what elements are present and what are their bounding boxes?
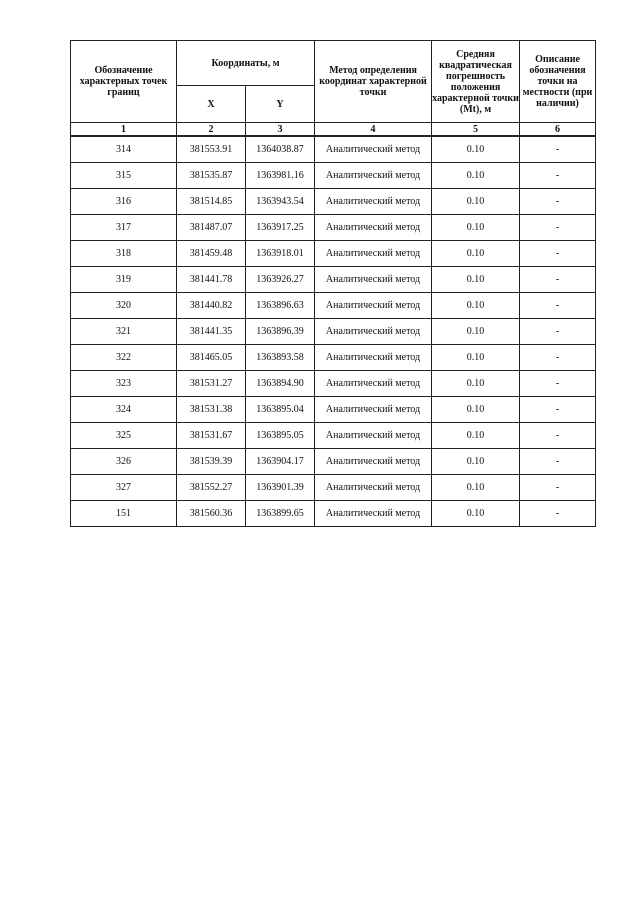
cell-y: 1363918.01 [246, 241, 315, 267]
cell-description: - [520, 293, 596, 319]
cell-x: 381552.27 [177, 475, 246, 501]
cell-point: 315 [71, 163, 177, 189]
cell-method: Аналитический метод [315, 293, 432, 319]
header-x: X [177, 86, 246, 123]
cell-y: 1363895.05 [246, 423, 315, 449]
cell-y: 1363894.90 [246, 371, 315, 397]
cell-error: 0.10 [432, 189, 520, 215]
table-row [71, 371, 596, 397]
cell-y: 1363895.04 [246, 397, 315, 423]
cell-method: Аналитический метод [315, 371, 432, 397]
cell-description: - [520, 319, 596, 345]
cell-y: 1363901.39 [246, 475, 315, 501]
cell-x: 381531.67 [177, 423, 246, 449]
cell-x: 381441.35 [177, 319, 246, 345]
cell-y: 1363896.39 [246, 319, 315, 345]
cell-error: 0.10 [432, 475, 520, 501]
cell-point: 318 [71, 241, 177, 267]
cell-point: 323 [71, 371, 177, 397]
cell-method: Аналитический метод [315, 345, 432, 371]
cell-y: 1363896.63 [246, 293, 315, 319]
cell-method: Аналитический метод [315, 397, 432, 423]
cell-description: - [520, 267, 596, 293]
cell-x: 381440.82 [177, 293, 246, 319]
cell-method: Аналитический метод [315, 423, 432, 449]
cell-x: 381560.36 [177, 501, 246, 527]
cell-error: 0.10 [432, 136, 520, 163]
cell-description: - [520, 423, 596, 449]
cell-y: 1363893.58 [246, 345, 315, 371]
table-row [71, 136, 596, 163]
cell-point: 326 [71, 449, 177, 475]
cell-point: 319 [71, 267, 177, 293]
cell-method: Аналитический метод [315, 475, 432, 501]
column-number: 4 [315, 123, 432, 137]
table-row [71, 163, 596, 189]
cell-point: 321 [71, 319, 177, 345]
cell-method: Аналитический метод [315, 319, 432, 345]
cell-x: 381553.91 [177, 136, 246, 163]
table-row [71, 475, 596, 501]
cell-point: 151 [71, 501, 177, 527]
cell-point: 322 [71, 345, 177, 371]
cell-error: 0.10 [432, 397, 520, 423]
cell-point: 324 [71, 397, 177, 423]
cell-x: 381465.05 [177, 345, 246, 371]
cell-error: 0.10 [432, 267, 520, 293]
cell-x: 381531.38 [177, 397, 246, 423]
header-error: Средняя квадратическая погрешность положения характерной точки (Mt), м [432, 41, 520, 123]
cell-method: Аналитический метод [315, 163, 432, 189]
table-row [71, 267, 596, 293]
cell-method: Аналитический метод [315, 136, 432, 163]
cell-y: 1363943.54 [246, 189, 315, 215]
cell-method: Аналитический метод [315, 189, 432, 215]
column-number: 2 [177, 123, 246, 137]
cell-y: 1363917.25 [246, 215, 315, 241]
table-row [71, 319, 596, 345]
cell-y: 1363981.16 [246, 163, 315, 189]
header-coordinates: Координаты, м [177, 41, 315, 86]
cell-y: 1363926.27 [246, 267, 315, 293]
header-point: Обозначение характерных точек границ [71, 41, 177, 123]
column-number: 1 [71, 123, 177, 137]
cell-x: 381459.48 [177, 241, 246, 267]
cell-description: - [520, 189, 596, 215]
cell-description: - [520, 475, 596, 501]
cell-error: 0.10 [432, 423, 520, 449]
header-method: Метод определения координат характерной точки [315, 41, 432, 123]
cell-description: - [520, 397, 596, 423]
cell-error: 0.10 [432, 319, 520, 345]
cell-description: - [520, 371, 596, 397]
header-description: Описание обозначения точки на местности (при наличии) [520, 41, 596, 123]
table-row [71, 423, 596, 449]
coordinates-table [70, 40, 596, 527]
cell-point: 316 [71, 189, 177, 215]
table-row [71, 293, 596, 319]
cell-error: 0.10 [432, 345, 520, 371]
table-row [71, 241, 596, 267]
cell-point: 327 [71, 475, 177, 501]
cell-method: Аналитический метод [315, 241, 432, 267]
cell-error: 0.10 [432, 501, 520, 527]
cell-y: 1363904.17 [246, 449, 315, 475]
cell-point: 317 [71, 215, 177, 241]
column-number: 3 [246, 123, 315, 137]
cell-description: - [520, 501, 596, 527]
cell-error: 0.10 [432, 163, 520, 189]
cell-error: 0.10 [432, 293, 520, 319]
cell-method: Аналитический метод [315, 215, 432, 241]
cell-point: 325 [71, 423, 177, 449]
cell-x: 381539.39 [177, 449, 246, 475]
table-row [71, 345, 596, 371]
cell-description: - [520, 345, 596, 371]
cell-point: 314 [71, 136, 177, 163]
cell-point: 320 [71, 293, 177, 319]
table-row [71, 189, 596, 215]
cell-description: - [520, 241, 596, 267]
column-number: 5 [432, 123, 520, 137]
header-y: Y [246, 86, 315, 123]
cell-description: - [520, 163, 596, 189]
cell-error: 0.10 [432, 241, 520, 267]
cell-description: - [520, 449, 596, 475]
column-number: 6 [520, 123, 596, 137]
table-body [71, 136, 596, 527]
cell-method: Аналитический метод [315, 267, 432, 293]
table-row [71, 215, 596, 241]
cell-method: Аналитический метод [315, 501, 432, 527]
cell-x: 381535.87 [177, 163, 246, 189]
cell-x: 381441.78 [177, 267, 246, 293]
cell-y: 1363899.65 [246, 501, 315, 527]
cell-error: 0.10 [432, 371, 520, 397]
cell-description: - [520, 136, 596, 163]
cell-error: 0.10 [432, 449, 520, 475]
table-row [71, 449, 596, 475]
cell-x: 381531.27 [177, 371, 246, 397]
table-row [71, 397, 596, 423]
cell-description: - [520, 215, 596, 241]
cell-error: 0.10 [432, 215, 520, 241]
cell-method: Аналитический метод [315, 449, 432, 475]
table-row [71, 501, 596, 527]
cell-y: 1364038.87 [246, 136, 315, 163]
cell-x: 381487.07 [177, 215, 246, 241]
cell-x: 381514.85 [177, 189, 246, 215]
